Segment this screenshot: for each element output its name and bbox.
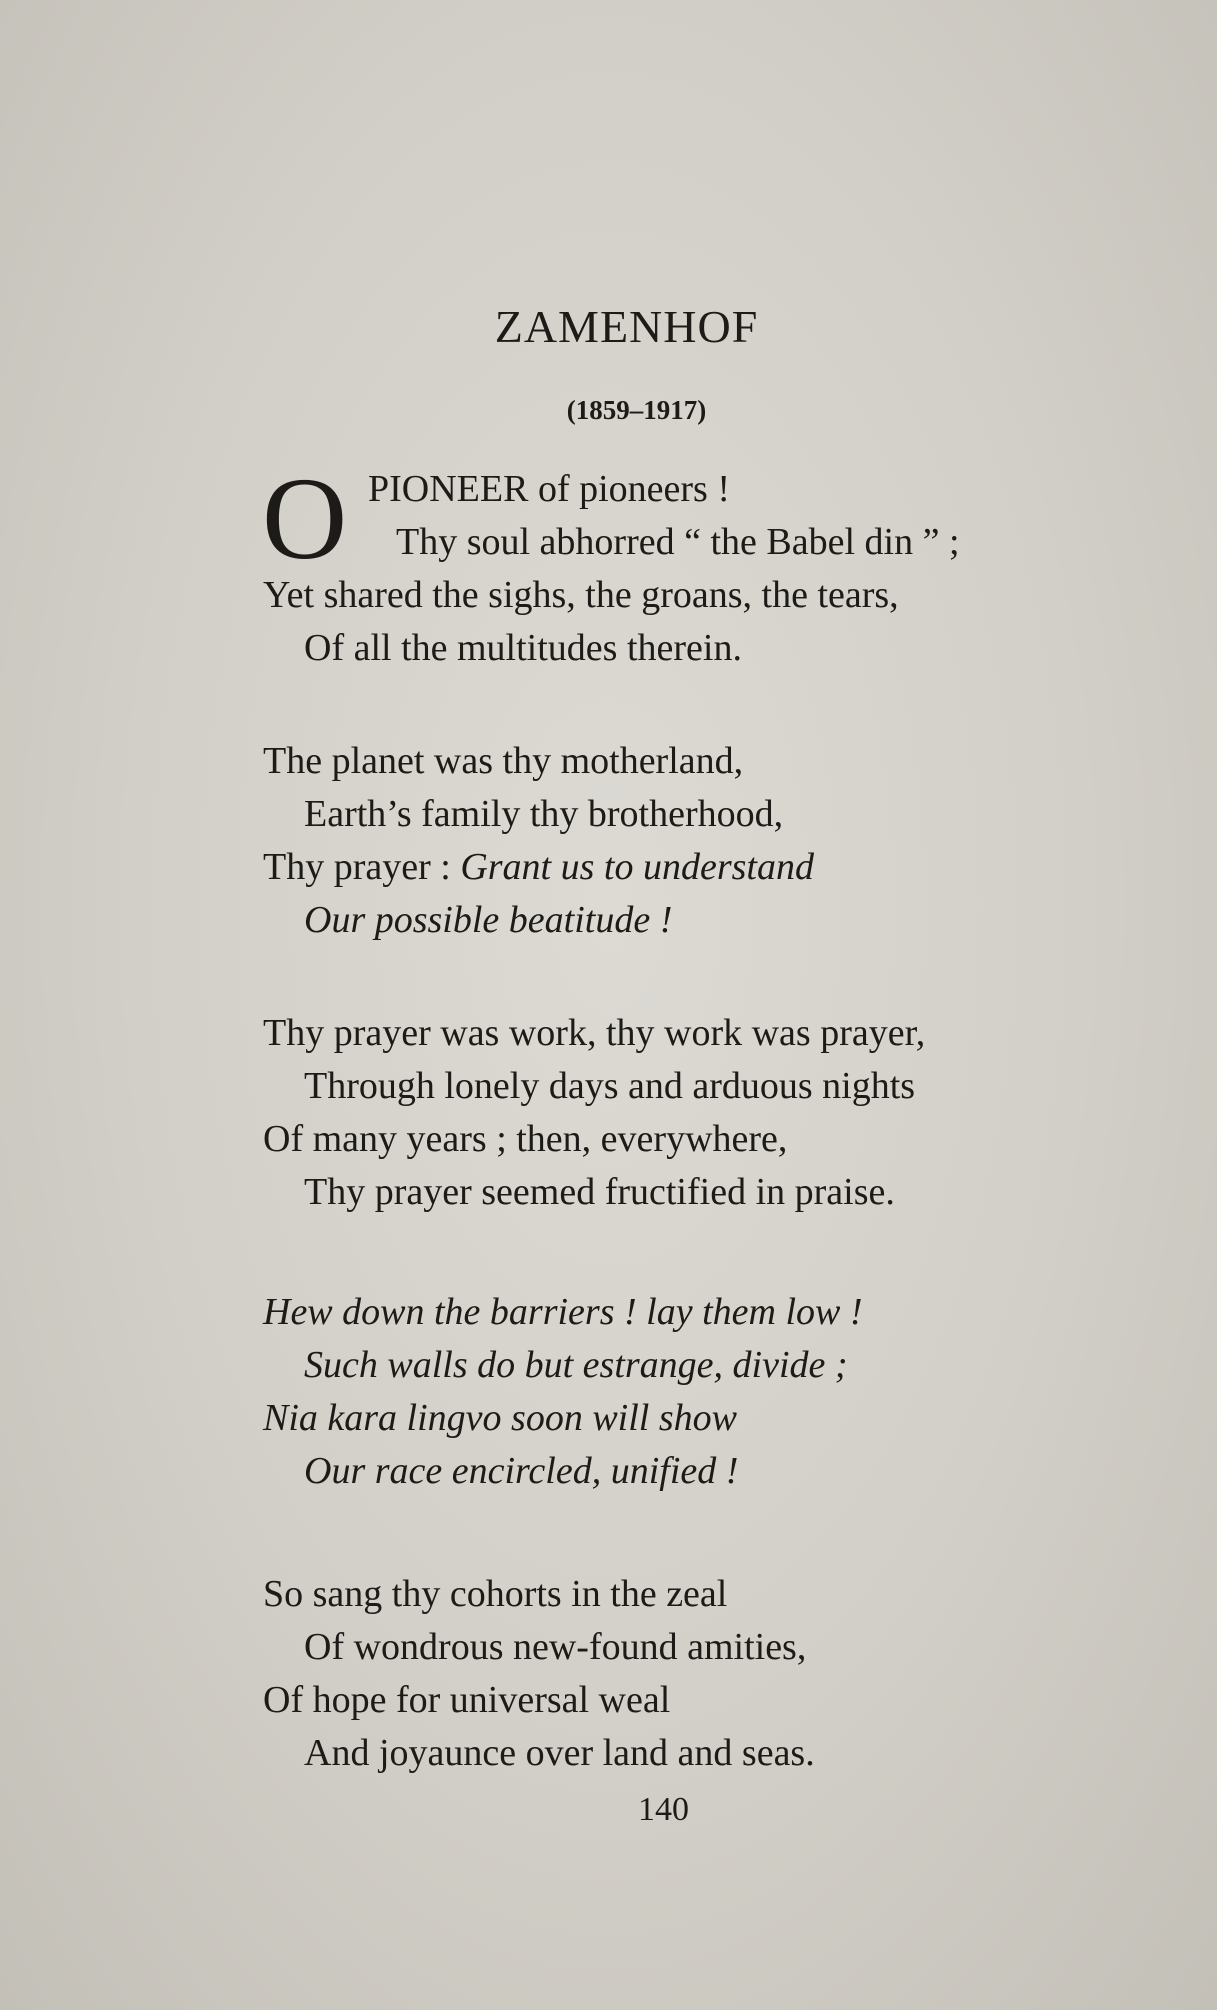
stanza2-line1: The planet was thy motherland, — [263, 740, 744, 782]
stanza3-line4: Thy prayer seemed fructified in praise. — [304, 1171, 895, 1213]
stanza4-line1: Hew down the barriers ! lay them low ! — [263, 1291, 863, 1333]
stanza2-line3-roman: Thy prayer : — [263, 846, 461, 888]
stanza5-line3: Of hope for universal weal — [263, 1679, 671, 1721]
stanza2-line3-italic: Grant us to understand — [460, 846, 814, 888]
drop-cap: O — [262, 453, 348, 584]
stanza5-line1: So sang thy cohorts in the zeal — [263, 1573, 728, 1615]
stanza1-line1: PIONEER of pioneers ! — [368, 468, 730, 510]
poem-dates — [0, 395, 1217, 426]
stanza1-line2: Thy soul abhorred “ the Babel din ” ; — [396, 521, 960, 563]
poem-dates-text: (1859–1917) — [566, 395, 707, 425]
stanza3-line3: Of many years ; then, everywhere, — [263, 1118, 788, 1160]
stanza5-line4: And joyaunce over land and seas. — [304, 1732, 815, 1774]
stanza4-line2: Such walls do but estrange, divide ; — [304, 1344, 848, 1386]
stanza1-line4: Of all the multitudes therein. — [304, 627, 742, 669]
page-number-text: 140 — [638, 1791, 689, 1828]
poem-title-text: ZAMENHOF — [494, 301, 759, 352]
stanza3-line2: Through lonely days and arduous nights — [304, 1065, 916, 1107]
stanza3-line1: Thy prayer was work, thy work was prayer, — [263, 1012, 926, 1054]
poem-title — [0, 300, 1217, 353]
stanza5-line2: Of wondrous new-found amities, — [304, 1626, 807, 1668]
stanza2-line2: Earth’s family thy brotherhood, — [304, 793, 784, 835]
stanza2-line3 — [263, 848, 814, 886]
stanza1-line3: Yet shared the sighs, the groans, the tears, — [263, 574, 899, 616]
stanza2-line4: Our possible beatitude ! — [304, 899, 673, 941]
stanza4-line3: Nia kara lingvo soon will show — [263, 1397, 737, 1439]
page-number — [0, 1791, 1217, 1829]
stanza4-line4: Our race encircled, unified ! — [304, 1450, 739, 1492]
